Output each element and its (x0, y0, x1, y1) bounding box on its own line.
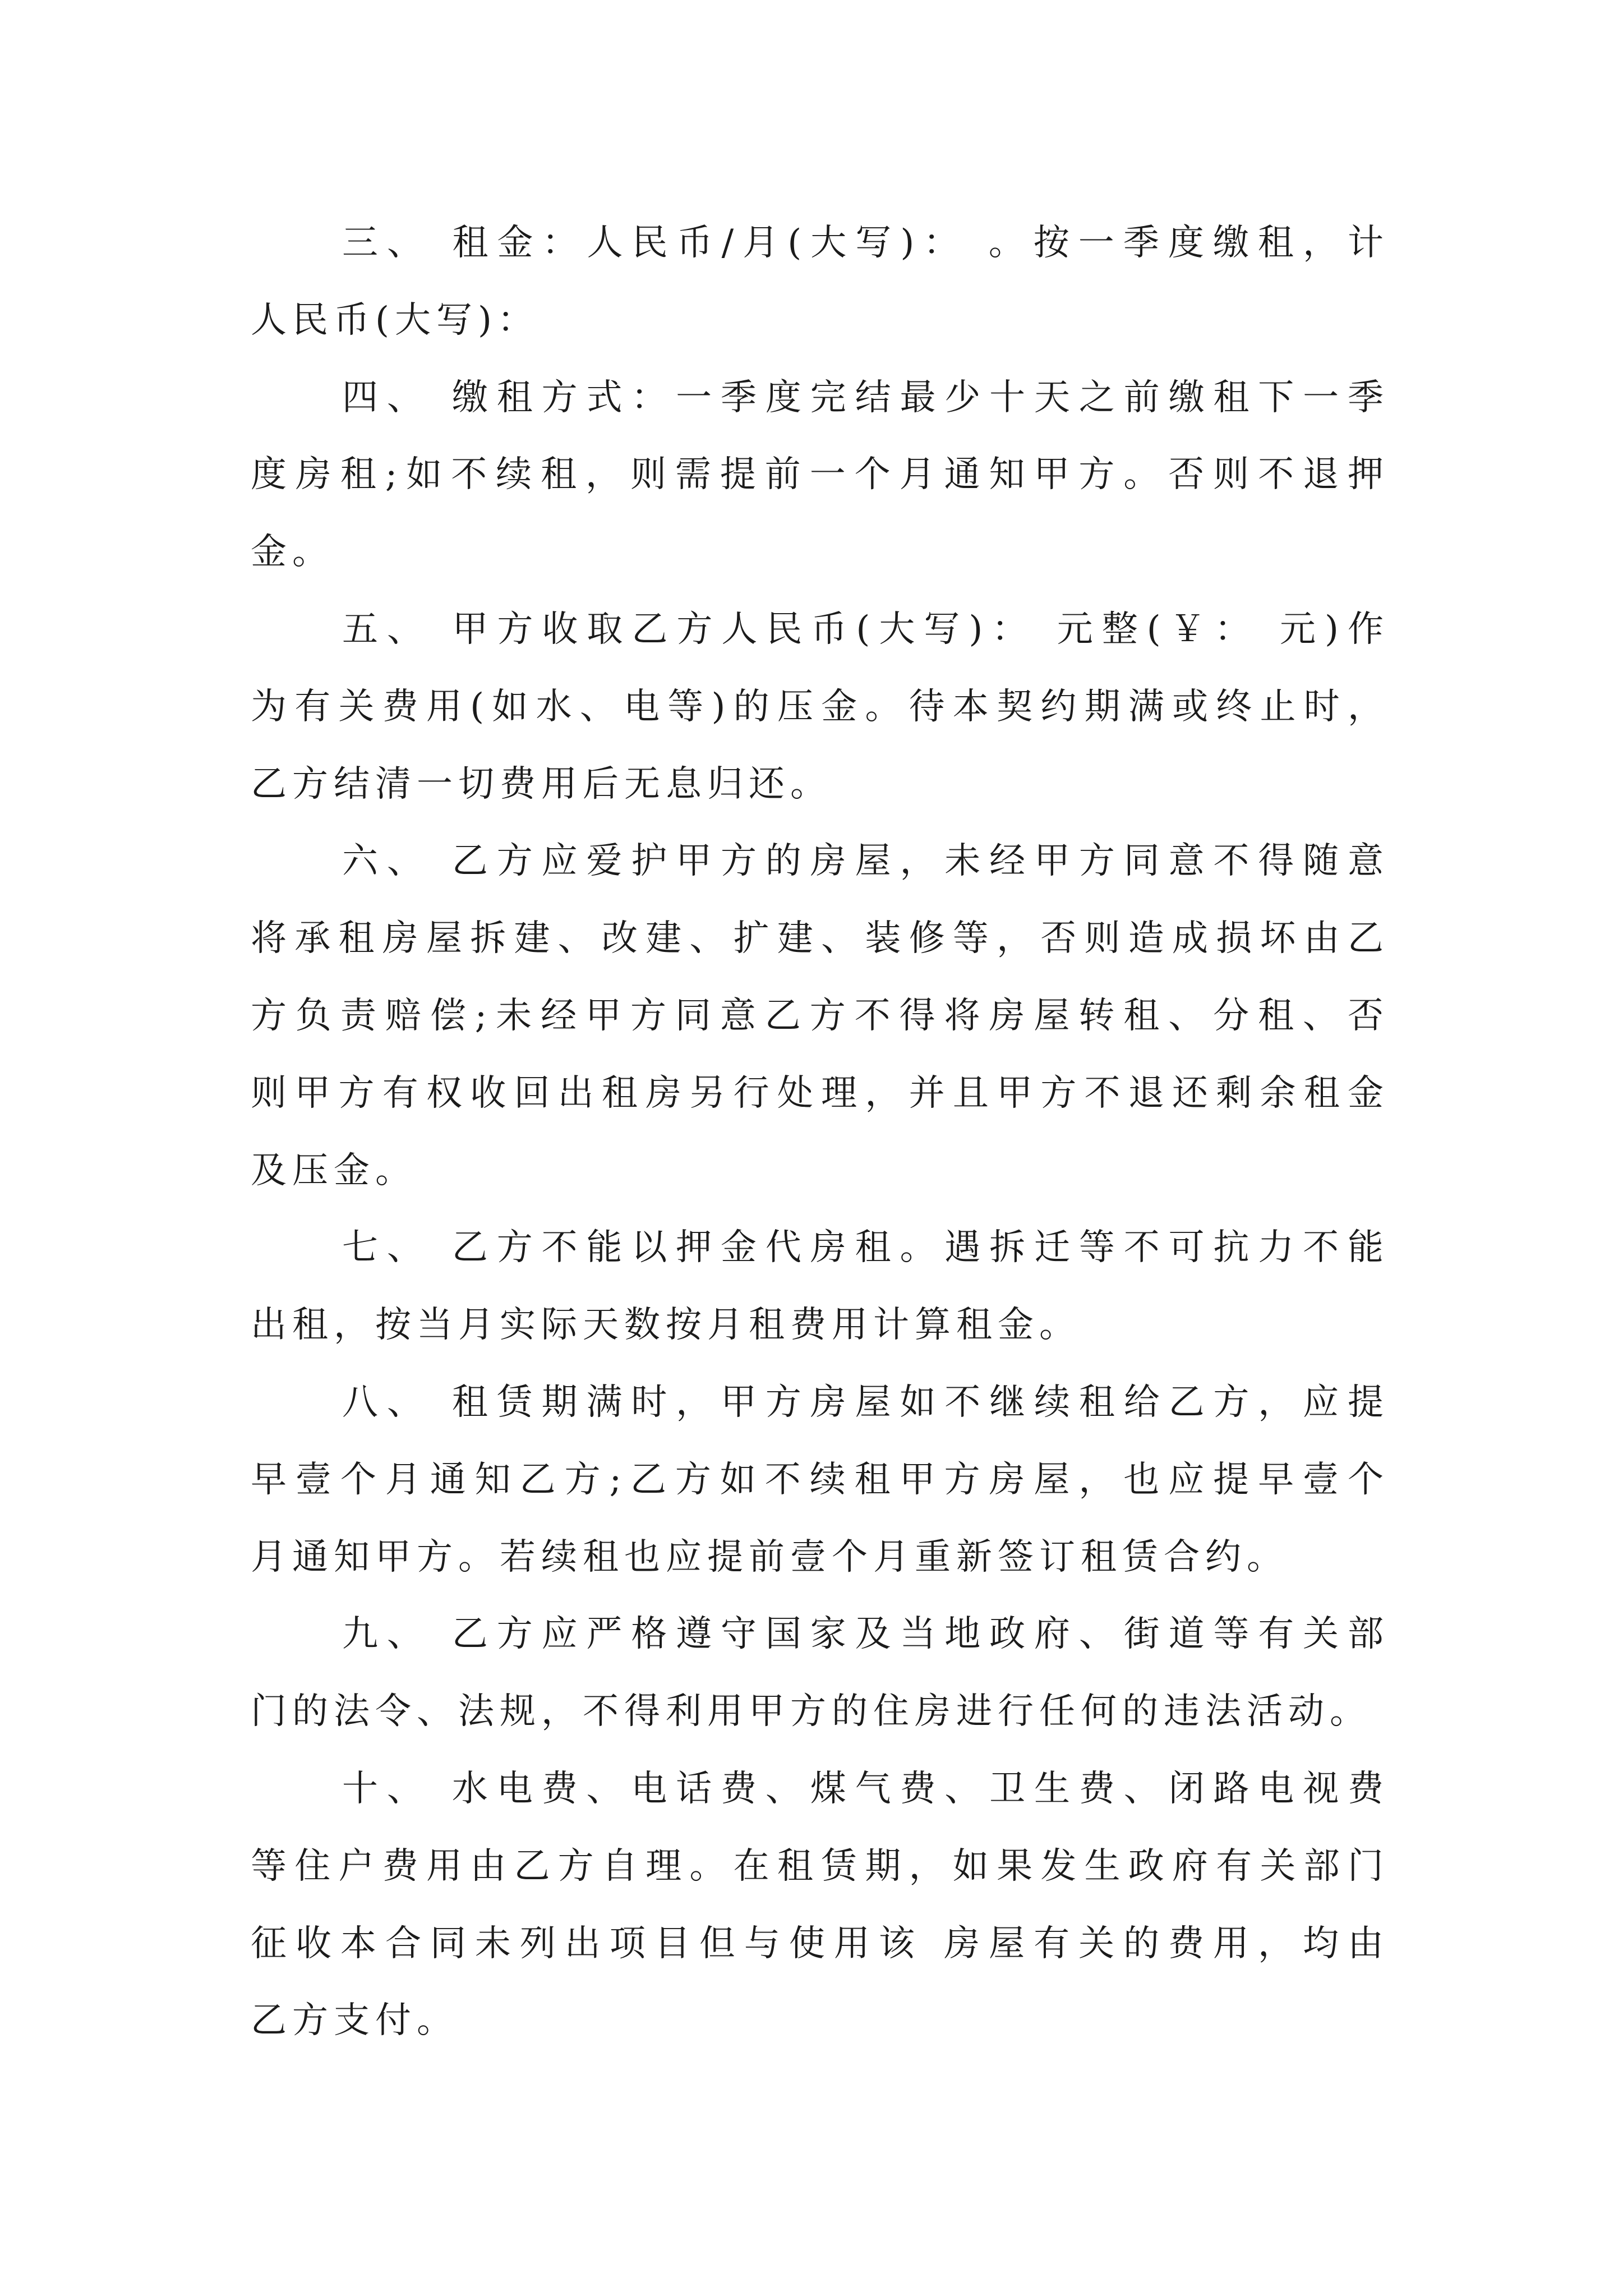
text-line: 四、 缴租方式：一季度完结最少十天之前缴租下一季 (342, 376, 1389, 418)
text-line: 为有关费用(如水、电等)的压金。待本契约期满或终止时， (251, 685, 1389, 728)
clause-eight-lease-expiry (251, 1364, 1389, 1596)
text-line: 等住户费用由乙方自理。在租赁期，如果发生政府有关部门 (251, 1845, 1389, 1887)
text-line: 则甲方有权收回出租房另行处理，并且甲方不退还剩余租金 (251, 1072, 1389, 1114)
text-line: 征收本合同未列出项目但与使用该 房屋有关的费用，均由 (251, 1922, 1389, 1964)
clause-ten-utilities (251, 1751, 1389, 2060)
text-line: 乙方结清一切费用后无息归还。 (251, 763, 832, 805)
text-line: 月通知甲方。若续租也应提前壹个月重新签订租赁合约。 (251, 1536, 1288, 1578)
text-line: 八、 租赁期满时，甲方房屋如不继续租给乙方，应提 (342, 1381, 1389, 1423)
clause-three-rent (251, 205, 1389, 360)
text-line: 七、 乙方不能以押金代房租。遇拆迁等不可抗力不能 (342, 1227, 1389, 1269)
text-line: 方负责赔偿;未经甲方同意乙方不得将房屋转租、分租、否 (251, 995, 1389, 1037)
text-line: 九、 乙方应严格遵守国家及当地政府、街道等有关部 (342, 1613, 1389, 1655)
clause-nine-legal-compliance (251, 1596, 1389, 1751)
text-line: 度房租;如不续租，则需提前一个月通知甲方。否则不退押 (251, 454, 1389, 496)
text-line: 三、 租金：人民币/月(大写)： 。按一季度缴租，计 (342, 222, 1389, 264)
clause-five-deposit (251, 591, 1389, 823)
text-line: 金。 (251, 531, 334, 573)
text-line: 将承租房屋拆建、改建、扩建、装修等，否则造成损坏由乙 (251, 918, 1389, 960)
clause-four-payment-method (251, 360, 1389, 591)
text-line: 乙方支付。 (251, 2000, 458, 2042)
text-line: 及压金。 (251, 1149, 417, 1191)
text-line: 出租，按当月实际天数按月租费用计算租金。 (251, 1304, 1081, 1346)
text-line: 人民币(大写)： (251, 299, 539, 341)
text-line: 十、 水电费、电话费、煤气费、卫生费、闭路电视费 (342, 1768, 1389, 1810)
text-line: 门的法令、法规，不得利用甲方的住房进行任何的违法活动。 (251, 1691, 1371, 1733)
text-line: 六、 乙方应爱护甲方的房屋，未经甲方同意不得随意 (342, 840, 1389, 882)
text-line: 早壹个月通知乙方;乙方如不续租甲方房屋，也应提早壹个 (251, 1458, 1389, 1501)
text-line: 五、 甲方收取乙方人民币(大写)： 元整(￥： 元)作 (342, 608, 1389, 650)
contract-page (251, 205, 1389, 2060)
clause-six-property-care (251, 823, 1389, 1209)
clause-seven-deposit-use (251, 1209, 1389, 1364)
